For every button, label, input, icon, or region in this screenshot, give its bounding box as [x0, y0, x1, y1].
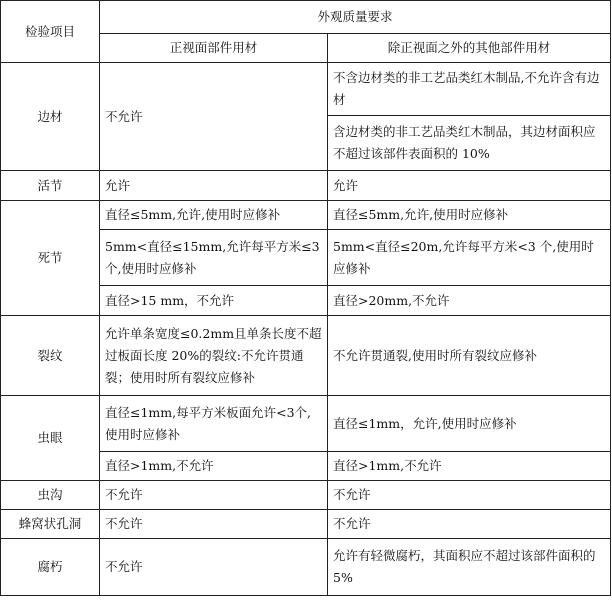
cell-edge-other-2: 含边材类的非工艺品类红木制品，其边材面积应不超过该部件表面积的 10%: [328, 116, 611, 171]
header-item-col: 检验项目: [1, 1, 100, 63]
cell-crack-front: 允许单条宽度≤0.2mm且单条长度不超过板面长度 20%的裂纹:不允许贯通裂；使用时所有裂纹应修补: [100, 316, 328, 396]
cell-worm-groove-front: 不允许: [100, 481, 328, 510]
cell-dead-knot-other-2: 5mm<直径≤20m,允许每平方米<3 个,使用时应修补: [328, 230, 611, 286]
row-label-honeycomb: 蜂窝状孔洞: [1, 510, 100, 539]
cell-dead-knot-front-3: 直径>15 mm，不允许: [100, 286, 328, 316]
table-row: [1, 316, 611, 396]
row-label-crack: 裂纹: [1, 316, 100, 396]
cell-live-knot-front: 允许: [100, 171, 328, 201]
table-row: [1, 171, 611, 201]
cell-honeycomb-front: 不允许: [100, 510, 328, 539]
row-label-dead-knot: 死节: [1, 201, 100, 316]
table-row: [1, 201, 611, 230]
cell-wormhole-front-2: 直径>1mm,不允许: [100, 452, 328, 481]
cell-dead-knot-front-2: 5mm<直径≤15mm,允许每平方米≤3个,使用时应修补: [100, 230, 328, 286]
table-row: [1, 396, 611, 452]
cell-wormhole-front-1: 直径≤1mm,每平方米板面允许<3个,使用时应修补: [100, 396, 328, 452]
cell-wormhole-other-1: 直径≤1mm，允许,使用时应修补: [328, 396, 611, 452]
cell-crack-other: 不允许贯通裂,使用时所有裂纹应修补: [328, 316, 611, 396]
row-label-wormhole: 虫眼: [1, 396, 100, 481]
header-quality-group: 外观质量要求: [100, 1, 611, 34]
cell-decay-front: 不允许: [100, 539, 328, 596]
header-other-col: 除正视面之外的其他部件用材: [328, 34, 611, 63]
cell-dead-knot-other-1: 直径≤5mm,允许,使用时应修补: [328, 201, 611, 230]
cell-decay-other: 允许有轻微腐朽，其面积应不超过该部件面积的 5%: [328, 539, 611, 596]
row-label-decay: 腐朽: [1, 539, 100, 596]
row-label-edge: 边材: [1, 63, 100, 171]
cell-worm-groove-other: 不允许: [328, 481, 611, 510]
table-row: [1, 481, 611, 510]
table-row: [1, 510, 611, 539]
cell-edge-front: 不允许: [100, 63, 328, 171]
cell-honeycomb-other: 不允许: [328, 510, 611, 539]
cell-live-knot-other: 允许: [328, 171, 611, 201]
header-front-col: 正视面部件用材: [100, 34, 328, 63]
cell-dead-knot-front-1: 直径≤5mm,允许,使用时应修补: [100, 201, 328, 230]
row-label-worm-groove: 虫沟: [1, 481, 100, 510]
header-row-1: [1, 1, 611, 34]
cell-dead-knot-other-3: 直径>20mm,不允许: [328, 286, 611, 316]
cell-wormhole-other-2: 直径>1mm,不允许: [328, 452, 611, 481]
table-row: [1, 539, 611, 596]
cell-edge-other-1: 不含边材类的非工艺品类红木制品,不允许含有边材: [328, 63, 611, 116]
row-label-live-knot: 活节: [1, 171, 100, 201]
table-row: [1, 63, 611, 116]
